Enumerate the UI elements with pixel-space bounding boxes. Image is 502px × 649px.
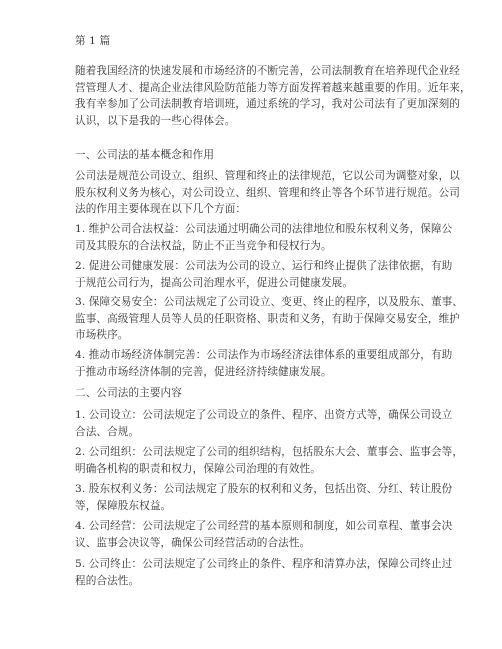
list-item [75, 481, 453, 514]
text-line: 认识，以下是我的一些心得体会。 [75, 114, 236, 127]
text-line: 2. 公司组织：公司法规定了公司的组织结构，包括股东大会、董事会、监事会等， [75, 446, 464, 458]
text-line: 司及其股东的合法权益，防止不正当竞争和侵权行为。 [75, 239, 332, 252]
text-line: 1. 公司设立：公司法规定了公司设立的条件、程序、出资方式等，确保公司设立 [75, 409, 453, 421]
list-item [75, 347, 453, 380]
text-line: 5. 公司终止：公司法规定了公司终止的条件、程序和清算办法，保障公司终止过 [75, 558, 453, 570]
text-line: 营管理人才、提高企业法律风险防范能力等方面发挥着越来越重要的作用。近年来， [75, 81, 471, 94]
text-line: 公司法是规范公司设立、组织、管理和终止的法律规范，它以公司为调整对象，以 [75, 170, 460, 182]
text-line: 明确各机构的职责和权力，保障公司治理的有效性。 [75, 462, 321, 475]
text-line: 随着我国经济的快速发展和市场经济的不断完善，公司法制教育在培养现代企业经 [75, 65, 460, 77]
list-item [75, 258, 453, 291]
text-line: 程的合法性。 [75, 574, 140, 587]
text-line: 2. 促进公司健康发展：公司法为公司的设立、运行和终止提供了法律依据，有助 [75, 260, 453, 272]
text-line: 3. 股东权利义务：公司法规定了股东的权利和义务，包括出资、分红、转让股份 [75, 483, 453, 495]
text-line: 市场秩序。 [75, 329, 129, 341]
list-item [75, 294, 464, 344]
list-item [75, 518, 453, 551]
text-line: 于规范公司行为，提高公司治理水平，促进公司健康发展。 [75, 276, 354, 289]
list-item [75, 444, 464, 477]
text-line: 1. 维护公司合法权益：公司法通过明确公司的法律地位和股东权利义务，保障公 [75, 223, 453, 235]
list-item [75, 407, 453, 440]
text-line: 监事、高级管理人员等人员的任职资格、职责和义务，有助于保障交易安全，维护 [75, 312, 460, 325]
text-line: 合法、合规。 [75, 425, 140, 438]
text-line: 3. 保障交易安全：公司法规定了公司设立、变更、终止的程序，以及股东、董事、 [75, 296, 464, 308]
list-item [75, 221, 453, 254]
text-line: 于推动市场经济体制的完善，促进经济持续健康发展。 [75, 365, 332, 378]
part-label: 第 1 篇 [75, 35, 111, 47]
intro-paragraph [75, 63, 471, 129]
text-line: 法的作用主要体现在以下几个方面： [75, 203, 247, 215]
list-item [75, 556, 453, 589]
section-intro-paragraph [75, 168, 460, 218]
text-line: 我有幸参加了公司法制教育培训班，通过系统的学习，我对公司法有了更加深刻的 [75, 98, 460, 110]
text-line: 4. 推动市场经济体制完善：公司法作为市场经济法律体系的重要组成部分，有助 [75, 349, 453, 361]
text-line: 4. 公司经营：公司法规定了公司经营的基本原则和制度，如公司章程、董事会决 [75, 520, 453, 532]
section-heading: 一、公司法的基本概念和作用 [75, 149, 215, 161]
text-line: 议、监事会决议等，确保公司经营活动的合法性。 [75, 536, 311, 549]
text-line: 股东权利义务为核心，对公司设立、组织、管理和终止等各个环节进行规范。公司 [75, 186, 460, 199]
section-heading: 二、公司法的主要内容 [75, 387, 182, 399]
text-line: 等，保障股东权益。 [75, 499, 172, 512]
